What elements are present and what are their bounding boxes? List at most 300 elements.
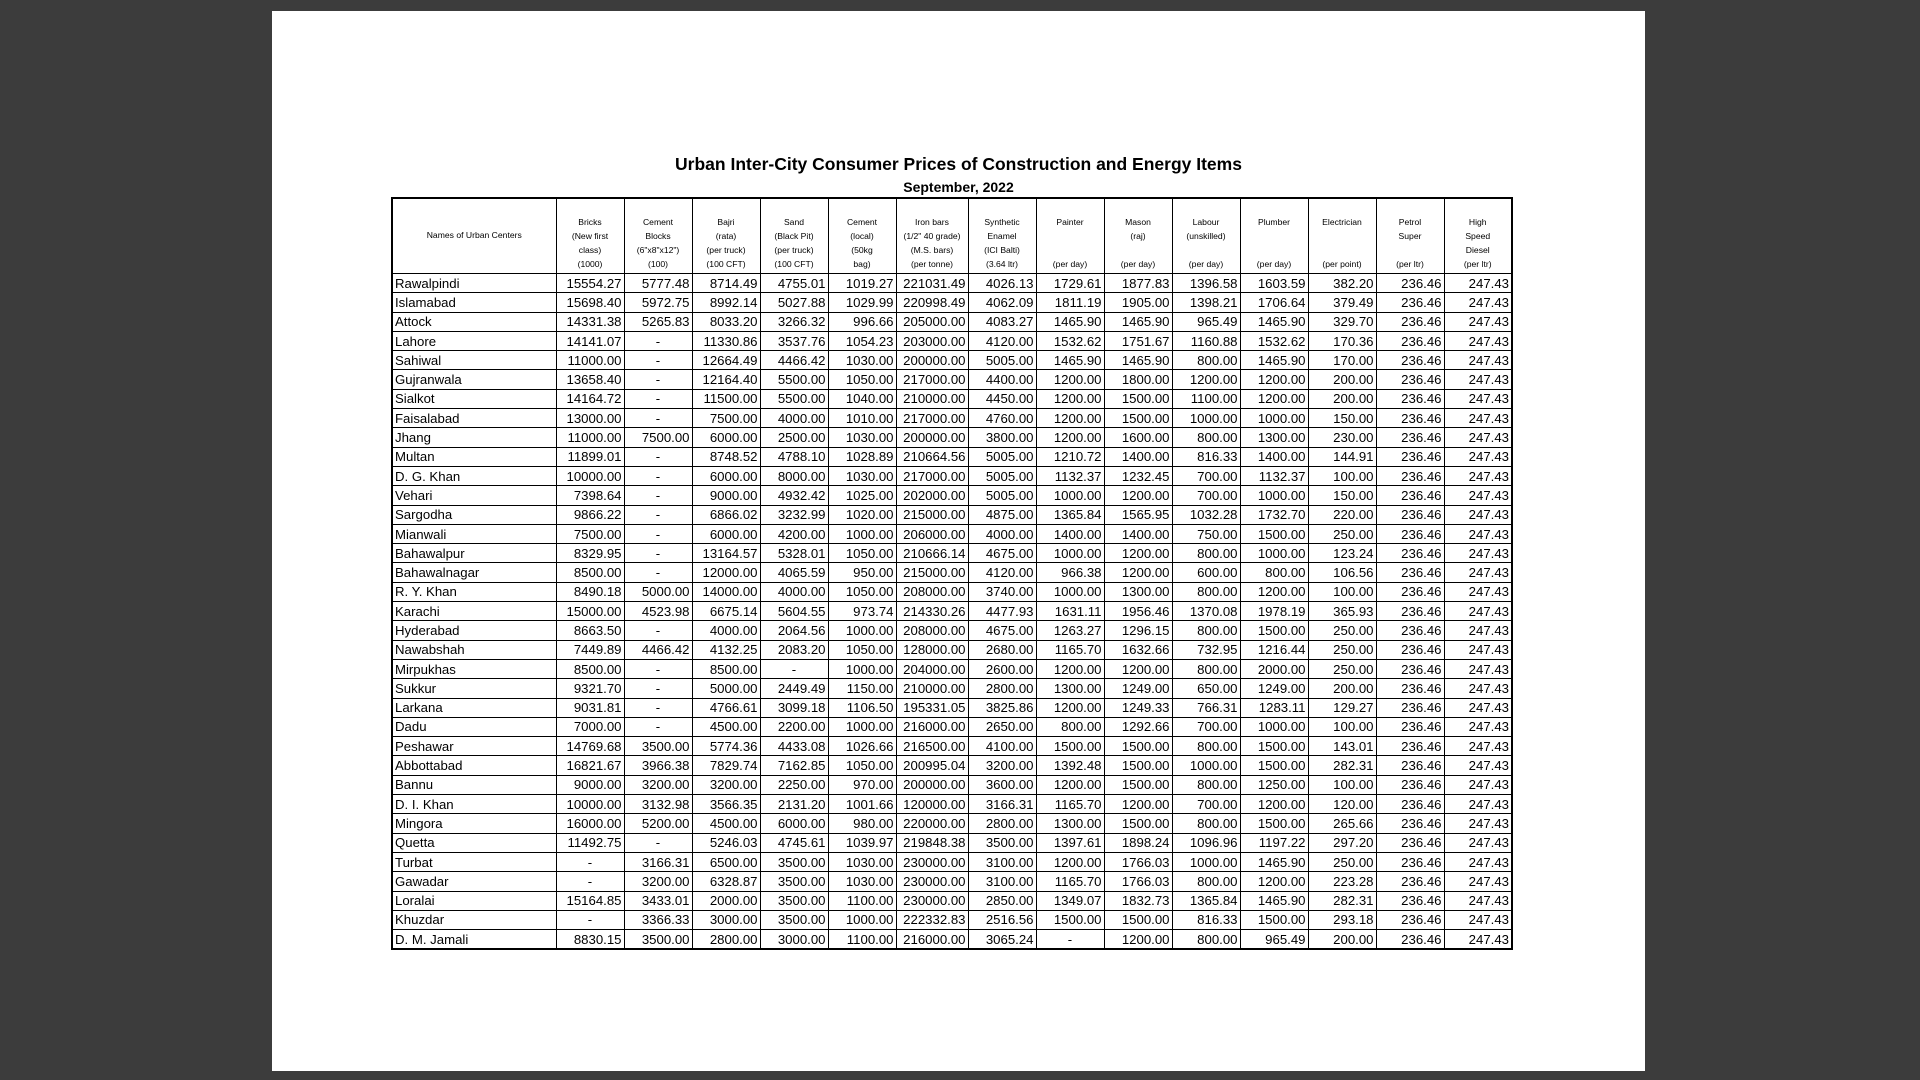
price-cell: 247.43 <box>1444 274 1512 293</box>
price-cell: 236.46 <box>1376 852 1444 871</box>
price-cell: 236.46 <box>1376 582 1444 601</box>
price-cell: 230000.00 <box>896 891 968 910</box>
column-header <box>968 198 1036 274</box>
price-cell: 236.46 <box>1376 640 1444 659</box>
price-cell: 800.00 <box>1172 582 1240 601</box>
table-row <box>392 717 1512 736</box>
price-cell: 800.00 <box>1172 428 1240 447</box>
column-header-line: Speed <box>1465 231 1491 241</box>
price-cell: 4000.00 <box>760 582 828 601</box>
price-cell: 236.46 <box>1376 737 1444 756</box>
price-cell: 8500.00 <box>556 563 624 582</box>
price-cell: 1392.48 <box>1036 756 1104 775</box>
price-cell: 1263.27 <box>1036 621 1104 640</box>
price-cell: 220.00 <box>1308 505 1376 524</box>
column-header-line: Cement <box>846 217 878 227</box>
price-cell: 2800.00 <box>968 814 1036 833</box>
table-row <box>392 756 1512 775</box>
price-cell: 800.00 <box>1172 930 1240 950</box>
urban-center-name: R. Y. Khan <box>392 582 556 601</box>
price-cell: 7162.85 <box>760 756 828 775</box>
urban-center-name: Nawabshah <box>392 640 556 659</box>
price-cell: 1197.22 <box>1240 833 1308 852</box>
price-cell: 1200.00 <box>1036 389 1104 408</box>
column-header-line: Labour <box>1192 217 1220 227</box>
price-cell: 2500.00 <box>760 428 828 447</box>
table-row <box>392 370 1512 389</box>
price-cell: 123.24 <box>1308 544 1376 563</box>
price-cell: 1030.00 <box>828 466 896 485</box>
price-cell: 247.43 <box>1444 486 1512 505</box>
price-cell: 14164.72 <box>556 389 624 408</box>
price-cell: 1050.00 <box>828 640 896 659</box>
urban-center-name: D. M. Jamali <box>392 930 556 950</box>
price-cell: 16821.67 <box>556 756 624 775</box>
urban-center-name: Gujranwala <box>392 370 556 389</box>
price-cell: 202000.00 <box>896 486 968 505</box>
price-cell: 1706.64 <box>1240 293 1308 312</box>
table-row <box>392 544 1512 563</box>
price-cell: 8490.18 <box>556 582 624 601</box>
price-cell: 206000.00 <box>896 524 968 543</box>
price-cell: 1150.00 <box>828 679 896 698</box>
price-cell: 247.43 <box>1444 447 1512 466</box>
price-cell: 1400.00 <box>1104 447 1172 466</box>
price-cell: 204000.00 <box>896 659 968 678</box>
price-cell: 1349.07 <box>1036 891 1104 910</box>
price-cell: 1000.00 <box>828 910 896 929</box>
price-cell: 5200.00 <box>624 814 692 833</box>
price-cell: 282.31 <box>1308 891 1376 910</box>
column-header-line <box>1310 243 1375 257</box>
price-cell: 8714.49 <box>692 274 760 293</box>
price-cell: 1465.90 <box>1240 852 1308 871</box>
price-cell: 1465.90 <box>1240 351 1308 370</box>
price-cell: 247.43 <box>1444 524 1512 543</box>
price-cell: 1200.00 <box>1240 582 1308 601</box>
price-cell: 1283.11 <box>1240 698 1308 717</box>
price-cell: 236.46 <box>1376 505 1444 524</box>
price-cell: 1200.00 <box>1036 659 1104 678</box>
price-cell: 250.00 <box>1308 640 1376 659</box>
price-cell: 4433.08 <box>760 737 828 756</box>
price-cell: 247.43 <box>1444 910 1512 929</box>
price-cell: 8329.95 <box>556 544 624 563</box>
table-row <box>392 621 1512 640</box>
price-cell: 247.43 <box>1444 775 1512 794</box>
price-cell: 1396.58 <box>1172 274 1240 293</box>
column-header-line: Electrician <box>1322 217 1362 227</box>
price-cell: 1300.00 <box>1036 814 1104 833</box>
price-cell: 1096.96 <box>1172 833 1240 852</box>
column-header-line: Bajri <box>717 217 735 227</box>
price-cell: 2131.20 <box>760 795 828 814</box>
price-cell: 2200.00 <box>760 717 828 736</box>
price-cell: 1200.00 <box>1240 389 1308 408</box>
urban-center-name: Faisalabad <box>392 409 556 428</box>
price-cell: 1905.00 <box>1104 293 1172 312</box>
table-row <box>392 659 1512 678</box>
price-cell: 3966.38 <box>624 756 692 775</box>
price-cell: 800.00 <box>1172 737 1240 756</box>
table-row <box>392 775 1512 794</box>
price-cell: 1200.00 <box>1240 795 1308 814</box>
price-cell: 4120.00 <box>968 563 1036 582</box>
urban-center-name: Vehari <box>392 486 556 505</box>
price-cell: - <box>624 486 692 505</box>
table-row <box>392 486 1512 505</box>
document-page <box>272 11 1645 1071</box>
price-cell: 247.43 <box>1444 505 1512 524</box>
price-cell: 5500.00 <box>760 389 828 408</box>
price-cell: 11330.86 <box>692 331 760 350</box>
price-cell: 1500.00 <box>1240 737 1308 756</box>
price-cell: 1500.00 <box>1104 910 1172 929</box>
price-cell: 1732.70 <box>1240 505 1308 524</box>
price-cell: 9000.00 <box>692 486 760 505</box>
urban-center-name: Turbat <box>392 852 556 871</box>
price-cell: 1956.46 <box>1104 602 1172 621</box>
price-cell: 217000.00 <box>896 409 968 428</box>
column-header-line: (per ltr) <box>1396 259 1424 269</box>
column-header-line <box>1038 229 1103 243</box>
price-cell: 365.93 <box>1308 602 1376 621</box>
column-header <box>692 198 760 274</box>
price-cell: 1249.00 <box>1240 679 1308 698</box>
price-cell: 215000.00 <box>896 563 968 582</box>
price-cell: 800.00 <box>1240 563 1308 582</box>
price-cell: 8000.00 <box>760 466 828 485</box>
price-cell: 1500.00 <box>1104 389 1172 408</box>
price-cell: 1465.90 <box>1240 312 1308 331</box>
price-cell: 5005.00 <box>968 447 1036 466</box>
document-subtitle: September, 2022 <box>903 179 1014 195</box>
urban-center-name: Sargodha <box>392 505 556 524</box>
price-cell: 144.91 <box>1308 447 1376 466</box>
price-cell: 1000.00 <box>828 659 896 678</box>
price-cell: 247.43 <box>1444 621 1512 640</box>
price-cell: 966.38 <box>1036 563 1104 582</box>
price-cell: - <box>624 544 692 563</box>
price-cell: 1500.00 <box>1240 621 1308 640</box>
price-cell: 4100.00 <box>968 737 1036 756</box>
price-cell: - <box>624 447 692 466</box>
price-cell: 1000.00 <box>1240 409 1308 428</box>
price-cell: 4132.25 <box>692 640 760 659</box>
price-cell: 200.00 <box>1308 930 1376 950</box>
price-cell: 3500.00 <box>760 910 828 929</box>
table-row <box>392 331 1512 350</box>
price-cell: 7449.89 <box>556 640 624 659</box>
price-cell: 220000.00 <box>896 814 968 833</box>
price-cell: 1165.70 <box>1036 640 1104 659</box>
price-cell: 3166.31 <box>968 795 1036 814</box>
price-cell: 247.43 <box>1444 331 1512 350</box>
price-cell: 1000.00 <box>1240 544 1308 563</box>
price-cell: 236.46 <box>1376 872 1444 891</box>
urban-center-name: D. I. Khan <box>392 795 556 814</box>
price-cell: 1100.00 <box>828 930 896 950</box>
price-cell: 4477.93 <box>968 602 1036 621</box>
price-cell: 1165.70 <box>1036 872 1104 891</box>
price-cell: 6866.02 <box>692 505 760 524</box>
price-cell: 236.46 <box>1376 775 1444 794</box>
table-row <box>392 679 1512 698</box>
price-cell: 170.36 <box>1308 331 1376 350</box>
column-header <box>1376 198 1444 274</box>
price-cell: 210000.00 <box>896 679 968 698</box>
urban-center-name: Larkana <box>392 698 556 717</box>
table-row <box>392 428 1512 447</box>
price-cell: 4400.00 <box>968 370 1036 389</box>
column-header-line <box>1106 243 1171 257</box>
price-cell: 11492.75 <box>556 833 624 852</box>
column-header-line <box>1378 243 1443 257</box>
price-cell: 1000.00 <box>1172 409 1240 428</box>
price-cell: 1766.03 <box>1104 852 1172 871</box>
price-cell: 3825.86 <box>968 698 1036 717</box>
price-cell: 816.33 <box>1172 447 1240 466</box>
price-cell: 1032.28 <box>1172 505 1240 524</box>
price-cell: 1000.00 <box>1240 486 1308 505</box>
price-cell: 210664.56 <box>896 447 968 466</box>
document-title: Urban Inter-City Consumer Prices of Construction and Energy Items <box>675 154 1242 174</box>
price-cell: 980.00 <box>828 814 896 833</box>
price-cell: 100.00 <box>1308 466 1376 485</box>
price-cell: 996.66 <box>828 312 896 331</box>
price-cell: 2083.20 <box>760 640 828 659</box>
price-cell: 200.00 <box>1308 389 1376 408</box>
column-header-line: Mason <box>1125 217 1151 227</box>
table-row <box>392 602 1512 621</box>
price-cell: 8830.15 <box>556 930 624 950</box>
price-cell: 247.43 <box>1444 351 1512 370</box>
price-cell: 236.46 <box>1376 274 1444 293</box>
price-cell: 973.74 <box>828 602 896 621</box>
urban-center-name: Bannu <box>392 775 556 794</box>
price-cell: 1300.00 <box>1104 582 1172 601</box>
column-header <box>1104 198 1172 274</box>
price-cell: 9031.81 <box>556 698 624 717</box>
price-cell: 3232.99 <box>760 505 828 524</box>
price-cell: 247.43 <box>1444 737 1512 756</box>
table-row <box>392 833 1512 852</box>
table-row <box>392 505 1512 524</box>
price-cell: 650.00 <box>1172 679 1240 698</box>
price-cell: 750.00 <box>1172 524 1240 543</box>
price-cell: 1500.00 <box>1104 814 1172 833</box>
price-cell: 236.46 <box>1376 544 1444 563</box>
price-cell: 1832.73 <box>1104 891 1172 910</box>
price-cell: 6328.87 <box>692 872 760 891</box>
price-cell: 247.43 <box>1444 756 1512 775</box>
price-cell: 2850.00 <box>968 891 1036 910</box>
price-cell: - <box>624 679 692 698</box>
price-cell: 14331.38 <box>556 312 624 331</box>
price-cell: 5005.00 <box>968 486 1036 505</box>
price-cell: - <box>624 717 692 736</box>
price-cell: 3566.35 <box>692 795 760 814</box>
price-cell: 965.49 <box>1172 312 1240 331</box>
price-cell: - <box>624 505 692 524</box>
price-cell: 10000.00 <box>556 795 624 814</box>
price-cell: 1465.90 <box>1036 351 1104 370</box>
price-cell: 1165.70 <box>1036 795 1104 814</box>
price-cell: 7000.00 <box>556 717 624 736</box>
price-cell: 1040.00 <box>828 389 896 408</box>
price-cell: - <box>624 621 692 640</box>
price-cell: 1019.27 <box>828 274 896 293</box>
urban-center-name: Loralai <box>392 891 556 910</box>
price-cell: 4745.61 <box>760 833 828 852</box>
column-header-line: (per tonne) <box>910 259 954 269</box>
price-cell: 5027.88 <box>760 293 828 312</box>
urban-center-name: Khuzdar <box>392 910 556 929</box>
price-cell: 217000.00 <box>896 466 968 485</box>
price-cell: - <box>624 351 692 370</box>
urban-center-name: Rawalpindi <box>392 274 556 293</box>
price-cell: 120.00 <box>1308 795 1376 814</box>
price-cell: - <box>624 698 692 717</box>
price-cell: 1160.88 <box>1172 331 1240 350</box>
urban-center-name: Mianwali <box>392 524 556 543</box>
price-cell: 2800.00 <box>968 679 1036 698</box>
price-cell: 236.46 <box>1376 389 1444 408</box>
price-cell: 1500.00 <box>1240 756 1308 775</box>
price-cell: 1292.66 <box>1104 717 1172 736</box>
price-cell: 247.43 <box>1444 833 1512 852</box>
table-row <box>392 891 1512 910</box>
price-cell: 3065.24 <box>968 930 1036 950</box>
table-row <box>392 351 1512 370</box>
urban-center-name: Hyderabad <box>392 621 556 640</box>
price-cell: 129.27 <box>1308 698 1376 717</box>
column-header-line <box>1174 243 1239 257</box>
urban-center-name: Mingora <box>392 814 556 833</box>
price-cell: 223.28 <box>1308 872 1376 891</box>
table-row <box>392 698 1512 717</box>
price-cell: 700.00 <box>1172 466 1240 485</box>
price-cell: 1465.90 <box>1104 351 1172 370</box>
price-cell: 128000.00 <box>896 640 968 659</box>
price-cell: 1500.00 <box>1104 756 1172 775</box>
urban-center-name: Quetta <box>392 833 556 852</box>
column-header-line: Blocks <box>645 231 671 241</box>
price-cell: 1500.00 <box>1036 910 1104 929</box>
price-cell: 13164.57 <box>692 544 760 563</box>
price-cell: 106.56 <box>1308 563 1376 582</box>
price-cell: 12664.49 <box>692 351 760 370</box>
price-cell: 1600.00 <box>1104 428 1172 447</box>
price-cell: 1100.00 <box>1172 389 1240 408</box>
price-cell: 1565.95 <box>1104 505 1172 524</box>
price-cell: 1100.00 <box>828 891 896 910</box>
price-cell: 236.46 <box>1376 756 1444 775</box>
column-header-line: bag) <box>853 259 871 269</box>
column-header-line: Diesel <box>1465 245 1490 255</box>
price-cell: 1500.00 <box>1036 737 1104 756</box>
price-cell: 1200.00 <box>1104 563 1172 582</box>
price-cell: 15554.27 <box>556 274 624 293</box>
column-header-line: (100) <box>647 259 669 269</box>
price-cell: 15698.40 <box>556 293 624 312</box>
price-cell: 1729.61 <box>1036 274 1104 293</box>
price-cell: 6000.00 <box>692 524 760 543</box>
price-cell: 800.00 <box>1172 775 1240 794</box>
column-header-urban-centers: Names of Urban Centers <box>392 198 556 274</box>
column-header-line <box>1242 229 1307 243</box>
price-cell: 216000.00 <box>896 930 968 950</box>
price-cell: 4083.27 <box>968 312 1036 331</box>
price-cell: 236.46 <box>1376 524 1444 543</box>
price-cell: 1030.00 <box>828 852 896 871</box>
price-cell: 3600.00 <box>968 775 1036 794</box>
price-cell: 247.43 <box>1444 370 1512 389</box>
column-header <box>1308 198 1376 274</box>
price-cell: 8033.20 <box>692 312 760 331</box>
column-header-line: (per day) <box>1120 259 1156 269</box>
price-cell: 3000.00 <box>760 930 828 950</box>
price-cell: 13658.40 <box>556 370 624 389</box>
prices-table <box>391 197 1513 950</box>
price-cell: 6000.00 <box>692 428 760 447</box>
urban-center-name: D. G. Khan <box>392 466 556 485</box>
column-header-line: (New first <box>571 231 609 241</box>
urban-center-name: Dadu <box>392 717 556 736</box>
price-cell: 800.00 <box>1172 872 1240 891</box>
price-cell: 7829.74 <box>692 756 760 775</box>
price-cell: - <box>760 659 828 678</box>
price-cell: 247.43 <box>1444 891 1512 910</box>
price-cell: 4675.00 <box>968 544 1036 563</box>
price-cell: 6500.00 <box>692 852 760 871</box>
price-cell: 250.00 <box>1308 621 1376 640</box>
price-cell: 1200.00 <box>1104 659 1172 678</box>
column-header <box>1036 198 1104 274</box>
price-cell: 1010.00 <box>828 409 896 428</box>
price-cell: 4450.00 <box>968 389 1036 408</box>
price-cell: 4466.42 <box>624 640 692 659</box>
column-header-line: (Black Pit) <box>774 231 814 241</box>
price-cell: - <box>624 331 692 350</box>
table-row <box>392 910 1512 929</box>
column-header-line: Sand <box>783 217 805 227</box>
price-cell: 1132.37 <box>1036 466 1104 485</box>
price-cell: 970.00 <box>828 775 896 794</box>
column-header-line: (per ltr) <box>1463 259 1492 269</box>
price-cell: 10000.00 <box>556 466 624 485</box>
price-cell: 200000.00 <box>896 775 968 794</box>
price-cell: 9866.22 <box>556 505 624 524</box>
price-cell: 816.33 <box>1172 910 1240 929</box>
price-cell: 1800.00 <box>1104 370 1172 389</box>
price-cell: 247.43 <box>1444 293 1512 312</box>
price-cell: 2600.00 <box>968 659 1036 678</box>
price-cell: 1465.90 <box>1240 891 1308 910</box>
price-cell: 247.43 <box>1444 409 1512 428</box>
price-cell: 382.20 <box>1308 274 1376 293</box>
column-header-line: class) <box>578 245 602 255</box>
table-row <box>392 814 1512 833</box>
table-row <box>392 563 1512 582</box>
price-cell: 3100.00 <box>968 852 1036 871</box>
column-header-line: (100 CFT) <box>706 259 746 269</box>
price-cell: 11899.01 <box>556 447 624 466</box>
price-cell: 3200.00 <box>692 775 760 794</box>
price-cell: 1106.50 <box>828 698 896 717</box>
price-cell: - <box>624 409 692 428</box>
column-header-line: Plumber <box>1258 217 1290 227</box>
